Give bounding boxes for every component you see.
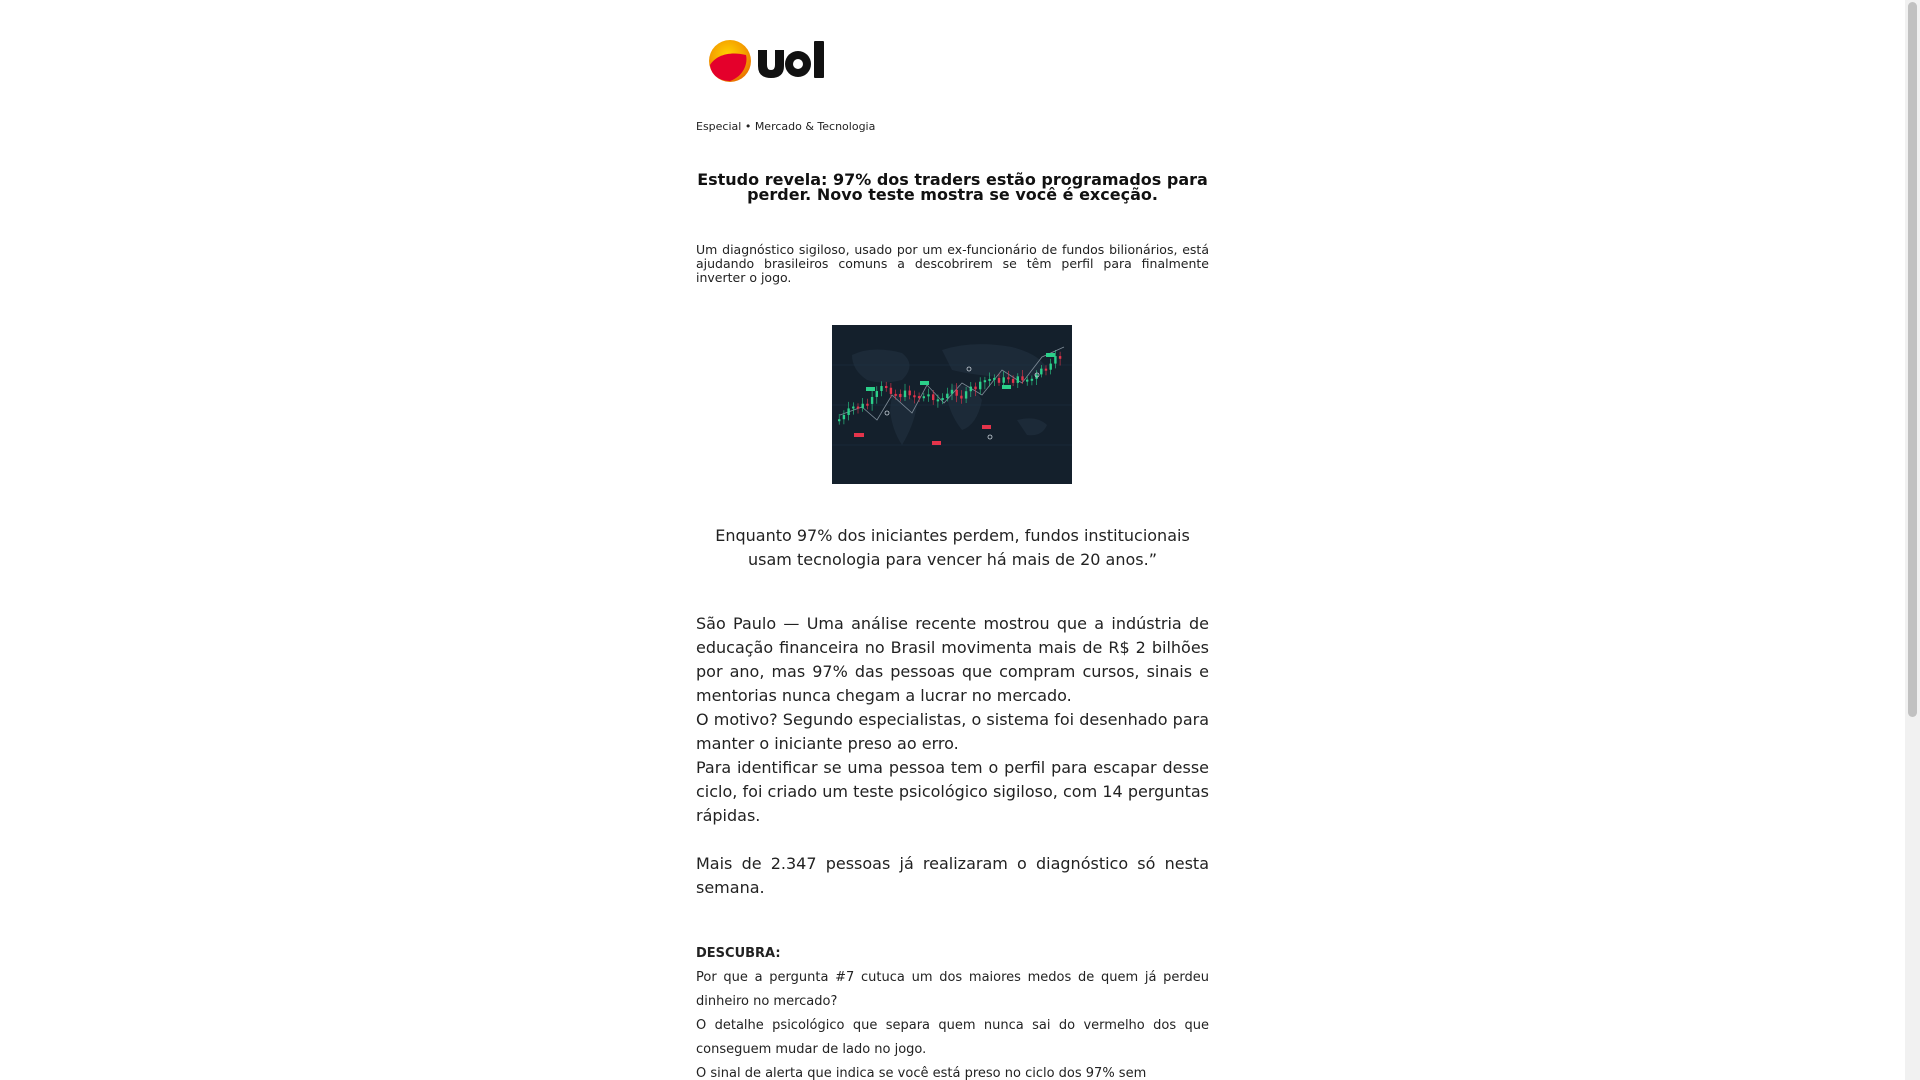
article-body [696, 612, 1209, 900]
body-paragraph: O motivo? Segundo especialistas, o sistema foi desenhado para manter o iniciante preso ao erro. [696, 710, 1209, 753]
headline: Estudo revela: 97% dos traders estão programados para perder. Novo teste mostra se você é exceção. [697, 170, 1208, 204]
discover-item: O sinal de alerta que indica se você está preso no ciclo dos 97% sem [696, 1066, 1147, 1080]
scrollbar-thumb[interactable] [1908, 2, 1917, 717]
discover-section [696, 942, 1209, 1080]
lead-paragraph: Um diagnóstico sigiloso, usado por um ex-funcionário de fundos bilionários, está ajudando brasileiros comuns a descobrirem se têm perfil para finalmente inverter o jogo. [696, 242, 1209, 285]
discover-item: Por que a pergunta #7 cutuca um dos maiores medos de quem já perdeu dinheiro no mercado? [696, 970, 1209, 1009]
vertical-scrollbar[interactable] [1905, 0, 1920, 1080]
discover-title: DESCUBRA: [696, 946, 781, 961]
candlestick-chart-image [832, 325, 1072, 484]
uol-logo[interactable] [708, 38, 838, 84]
body-paragraph: São Paulo — Uma análise recente mostrou que a indústria de educação financeira no Brasil movimenta mais de R$ 2 bilhões por ano, mas 97% das pessoas que compram cursos, sinais e mentorias nunca chegam a lucrar no mercado. [696, 614, 1209, 705]
body-paragraph: Mais de 2.347 pessoas já realizaram o diagnóstico só nesta semana. [696, 854, 1209, 897]
section-label: Especial • Mercado & Tecnologia [696, 120, 876, 133]
pull-quote: Enquanto 97% dos iniciantes perdem, fundos institucionais usam tecnologia para vencer há mais de 20 anos.” [715, 526, 1190, 569]
hero-image [832, 325, 1072, 484]
body-paragraph: Para identificar se uma pessoa tem o perfil para escapar desse ciclo, foi criado um teste psicológico sigiloso, com 14 perguntas rápidas. [696, 758, 1209, 825]
discover-item: O detalhe psicológico que separa quem nunca sai do vermelho dos que conseguem mudar de lado no jogo. [696, 1018, 1209, 1057]
